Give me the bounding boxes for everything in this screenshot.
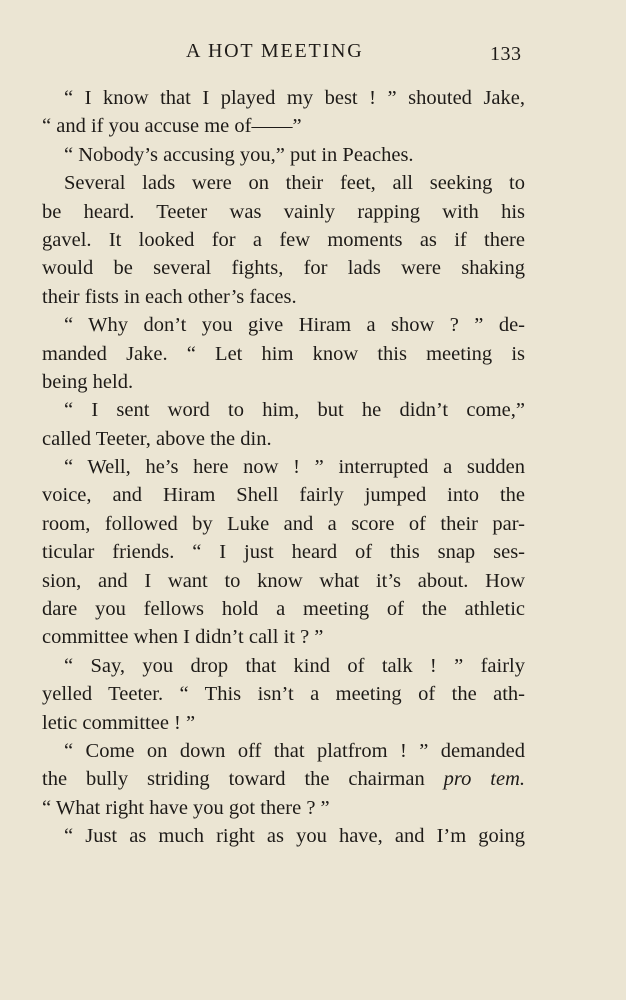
text-line: would be several fights, for lads were shaking xyxy=(42,257,525,280)
text-line xyxy=(42,765,525,793)
text-line: “ Just as much right as you have, and I’m going xyxy=(64,825,525,848)
text-line: voice, and Hiram Shell fairly jumped into the xyxy=(42,484,525,507)
chapter-title: A HOT MEETING xyxy=(186,40,364,62)
running-head xyxy=(0,40,626,70)
text-line: “ What right have you got there ? ” xyxy=(42,796,330,819)
text-line: dare you fellows hold a meeting of the athletic xyxy=(42,598,525,621)
text-line: “ I sent word to him, but he didn’t come,” xyxy=(64,399,525,422)
text-line: committee when I didn’t call it ? ” xyxy=(42,626,324,649)
text-line: “ Say, you drop that kind of talk ! ” fairly xyxy=(64,654,525,677)
text-line: room, followed by Luke and a score of their par- xyxy=(42,512,525,535)
text-line: gavel. It looked for a few moments as if there xyxy=(42,228,525,251)
text-line: “ Well, he’s here now ! ” interrupted a sudden xyxy=(64,456,525,479)
body-text xyxy=(42,84,525,851)
text-line: letic committee ! ” xyxy=(42,711,196,734)
text-line: “ Why don’t you give Hiram a show ? ” de- xyxy=(64,314,525,337)
text-line: “ Nobody’s accusing you,” put in Peaches. xyxy=(64,143,414,166)
text-line: yelled Teeter. “ This isn’t a meeting of the ath- xyxy=(42,683,525,706)
text-line: ticular friends. “ I just heard of this snap ses- xyxy=(42,541,525,564)
text-line: “ and if you accuse me of——” xyxy=(42,115,302,138)
text-line: “ Come on down off that platfrom ! ” demanded xyxy=(64,739,525,762)
page-number: 133 xyxy=(490,43,522,65)
text-line: called Teeter, above the din. xyxy=(42,427,272,450)
text-line-italic: pro tem. xyxy=(443,768,525,791)
text-line-roman: the bully striding toward the chairman xyxy=(42,768,444,791)
text-line: “ I know that I played my best ! ” shouted Jake, xyxy=(64,87,525,109)
text-line: their fists in each other’s faces. xyxy=(42,285,297,308)
text-line: being held. xyxy=(42,370,134,393)
text-line: Several lads were on their feet, all seeking to xyxy=(64,172,525,195)
text-line: manded Jake. “ Let him know this meeting is xyxy=(42,342,525,365)
text-line: be heard. Teeter was vainly rapping with his xyxy=(42,200,525,223)
text-line: sion, and I want to know what it’s about. How xyxy=(42,569,525,592)
